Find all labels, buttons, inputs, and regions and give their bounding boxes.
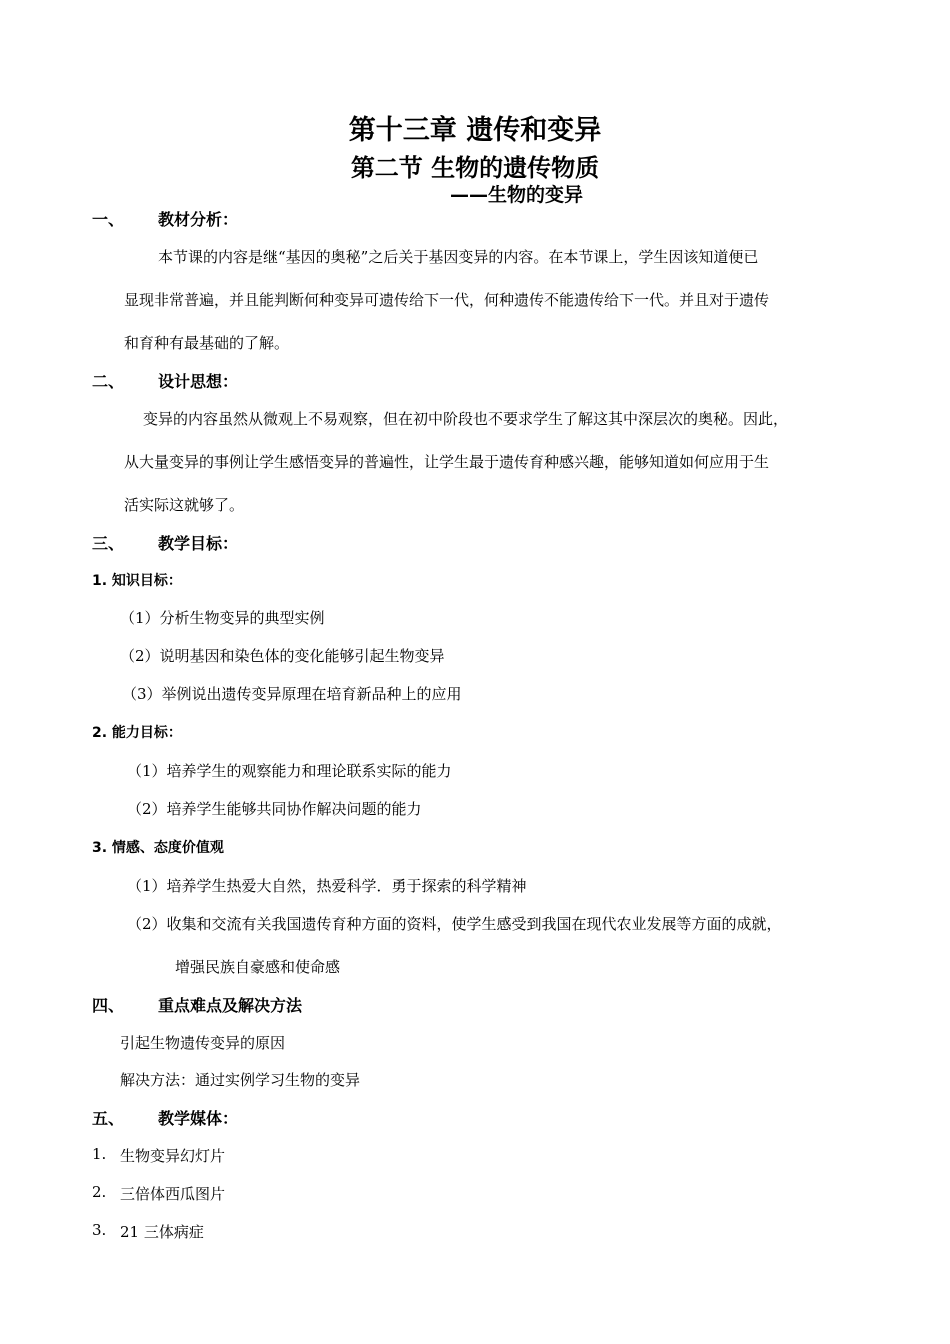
section-1-line-1: 本节课的内容是继“基因的奥秘”之后关于基因变异的内容。在本节课上，学生因该知道便已 (158, 248, 759, 266)
section-1-heading: 教材分析： (158, 210, 239, 229)
media-item-2-number: 2. (92, 1183, 107, 1201)
section-4-number: 四、 (92, 996, 125, 1015)
chapter-title: 第十三章 遗传和变异 (348, 115, 602, 146)
section-1-number: 一、 (92, 210, 125, 229)
goal-2-item-2: （2）培养学生能够共同协作解决问题的能力 (127, 800, 422, 818)
goal-3-item-3: 增强民族自豪感和使命感 (175, 958, 341, 976)
media-item-3-text: 21 三体病症 (120, 1223, 204, 1241)
media-item-1-number: 1. (92, 1145, 107, 1163)
goal-1-item-1: （1）分析生物变异的典型实例 (120, 609, 325, 627)
goal-1-title: 1. 知识目标： (92, 573, 182, 589)
section-4-line-2: 解决方法：通过实例学习生物的变异 (120, 1071, 361, 1089)
goal-1-item-3: （3）举例说出遗传变异原理在培育新品种上的应用 (122, 685, 462, 703)
media-item-1-text: 生物变异幻灯片 (120, 1147, 226, 1165)
media-item-2-text: 三倍体西瓜图片 (120, 1185, 226, 1203)
section-2-heading: 设计思想： (158, 372, 239, 391)
section-4-heading: 重点难点及解决方法 (158, 996, 303, 1015)
section-1-line-2: 显现非常普遍，并且能判断何种变异可遗传给下一代，何种遗传不能遗传给下一代。并且对于遗传 (124, 291, 770, 309)
goal-2-title: 2. 能力目标： (92, 725, 182, 741)
subtitle: ——生物的变异 (450, 184, 584, 206)
section-5-number: 五、 (92, 1109, 125, 1128)
goal-3-item-2: （2）收集和交流有关我国遗传育种方面的资料，使学生感受到我国在现代农业发展等方面的成就， (127, 915, 782, 933)
section-5-heading: 教学媒体： (158, 1109, 239, 1128)
section-2-number: 二、 (92, 372, 125, 391)
goal-1-item-2: （2）说明基因和染色体的变化能够引起生物变异 (120, 647, 445, 665)
goal-2-item-1: （1）培养学生的观察能力和理论联系实际的能力 (127, 762, 452, 780)
section-4-line-1: 引起生物遗传变异的原因 (120, 1034, 286, 1052)
section-2-line-2: 从大量变异的事例让学生感悟变异的普遍性，让学生最于遗传育种感兴趣，能够知道如何应用于生 (124, 453, 770, 471)
goal-3-title: 3. 情感、态度价值观 (92, 840, 224, 856)
section-3-heading: 教学目标： (158, 534, 239, 553)
section-title: 第二节 生物的遗传物质 (350, 154, 600, 182)
section-2-line-3: 活实际这就够了。 (124, 496, 245, 514)
section-3-number: 三、 (92, 534, 125, 553)
section-2-line-1: 变异的内容虽然从微观上不易观察，但在初中阶段也不要求学生了解这其中深层次的奥秘。因此， (143, 410, 789, 428)
section-1-line-3: 和育种有最基础的了解。 (124, 334, 290, 352)
goal-3-item-1: （1）培养学生热爱大自然，热爱科学．勇于探索的科学精神 (127, 877, 527, 895)
media-item-3-number: 3. (92, 1221, 107, 1239)
